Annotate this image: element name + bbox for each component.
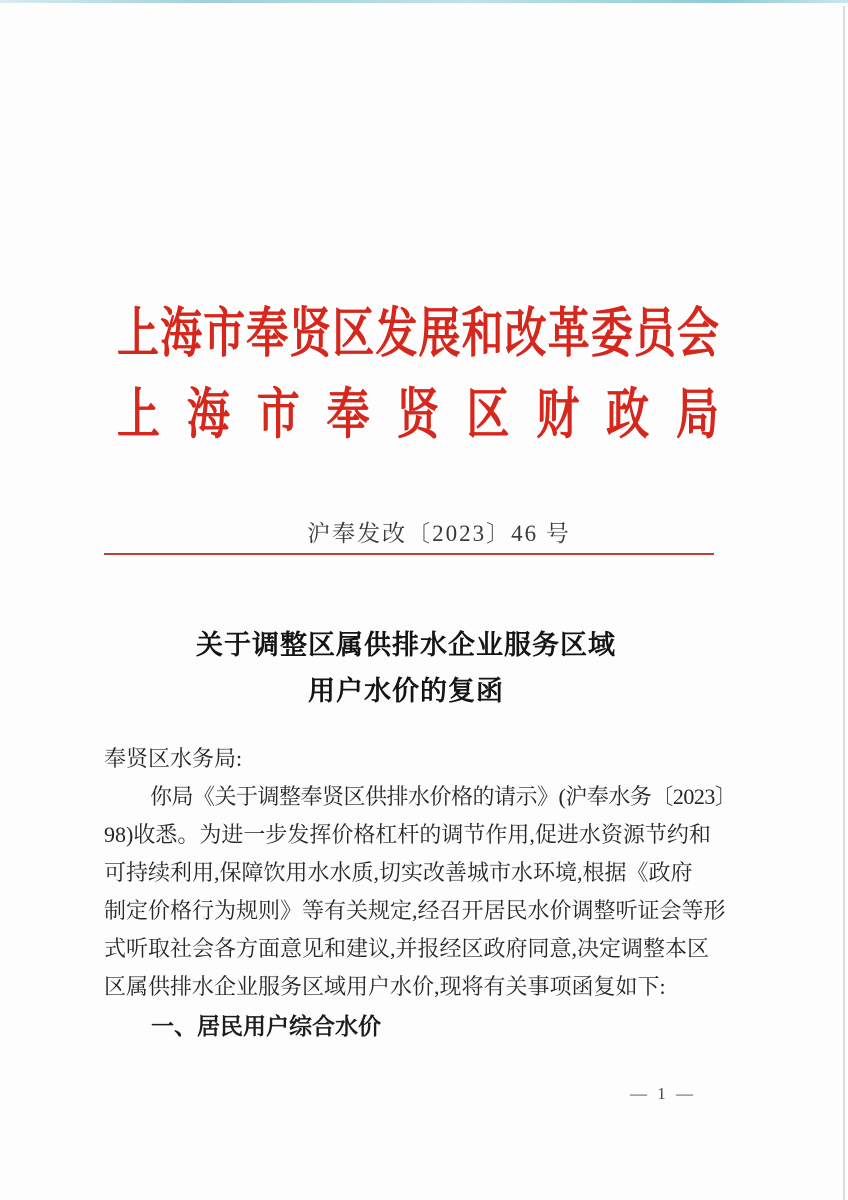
page-number: — 1 —: [630, 1084, 696, 1103]
paragraph-line: 可持续利用,保障饮用水水质,切实改善城市水环境,根据《政府: [104, 860, 693, 885]
scan-right-edge-line: [843, 6, 845, 1200]
paragraph-line: 制定价格行为规则》等有关规定,经召开居民水价调整听证会等形: [104, 898, 726, 923]
document-title: [86, 622, 726, 714]
section-heading: 一、居民用户综合水价: [151, 1013, 381, 1039]
paragraph-line: 98)收悉。为进一步发挥价格杠杆的调节作用,促进水资源节约和: [104, 822, 711, 847]
paragraph-line: 你局《关于调整奉贤区供排水价格的请示》(沪奉水务〔2023〕: [150, 784, 737, 809]
document-number: 沪奉发改〔2023〕46 号: [307, 521, 571, 546]
paragraph-line: 区属供排水企业服务区域用户水价,现将有关事项函复如下:: [104, 974, 666, 999]
letterhead-org-line-1: 上海市奉贤区发展和改革委员会: [117, 305, 719, 365]
salutation: 奉贤区水务局:: [104, 746, 243, 771]
paragraph-line: 式听取社会各方面意见和建议,并报经区政府同意,决定调整本区: [104, 936, 710, 961]
document-title-line-2: 用户水价的复函: [308, 676, 504, 706]
body-text: [104, 740, 744, 1044]
red-divider-line: [104, 553, 714, 555]
scan-top-edge-line: [0, 0, 848, 3]
letterhead-org-line-2: 上海市奉贤区财政局: [117, 385, 719, 446]
document-title-line-1: 关于调整区属供排水企业服务区域: [196, 630, 616, 660]
